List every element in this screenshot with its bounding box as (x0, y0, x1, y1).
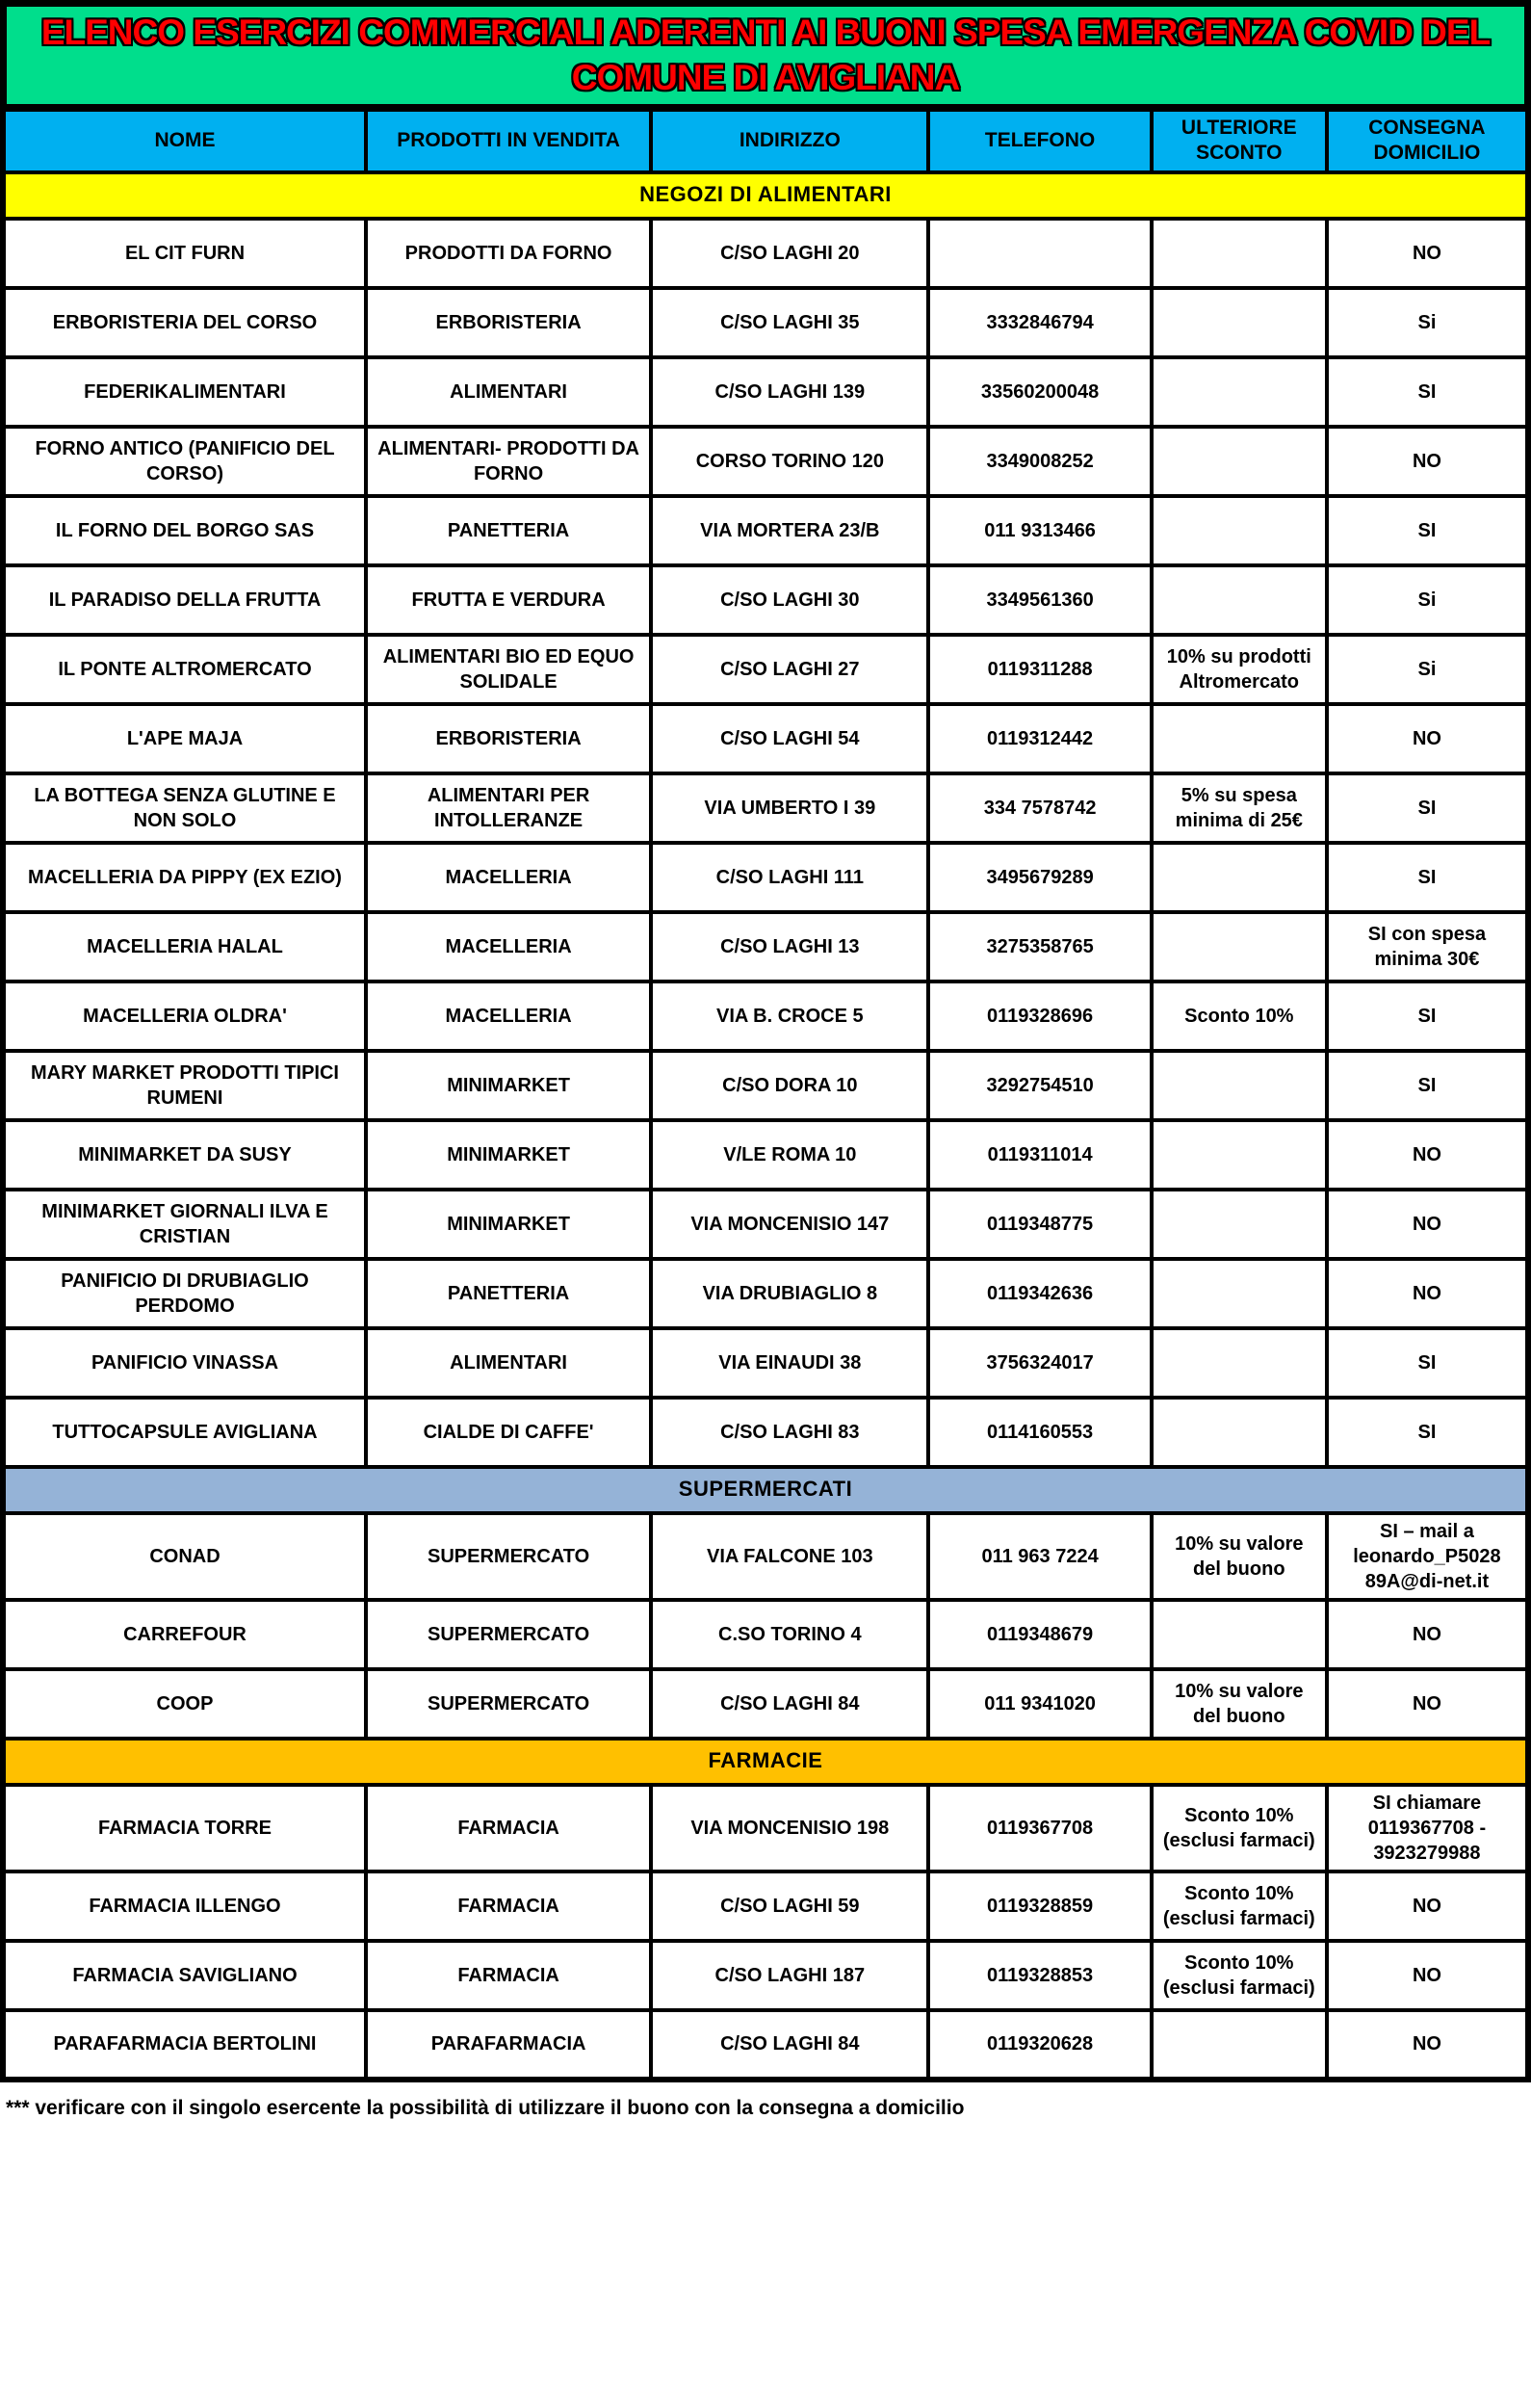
cell-nome: COOP (3, 1669, 366, 1739)
table-row (3, 773, 1528, 843)
cell-consegna: SI (1327, 1328, 1528, 1398)
cell-prodotti: FRUTTA E VERDURA (366, 565, 651, 635)
cell-telefono: 011 9341020 (928, 1669, 1151, 1739)
table-row (3, 1871, 1528, 1941)
cell-indirizzo: C/SO LAGHI 83 (651, 1398, 928, 1467)
table-row (3, 912, 1528, 982)
cell-consegna: SI (1327, 496, 1528, 565)
cell-prodotti: FARMACIA (366, 1941, 651, 2010)
cell-nome: MACELLERIA HALAL (3, 912, 366, 982)
table-row (3, 704, 1528, 773)
cell-consegna: Si (1327, 635, 1528, 704)
column-header-telefono: TELEFONO (928, 110, 1151, 172)
cell-prodotti: ALIMENTARI (366, 357, 651, 427)
table-row (3, 1328, 1528, 1398)
cell-sconto: Sconto 10% (esclusi farmaci) (1152, 1871, 1327, 1941)
cell-indirizzo: C/SO LAGHI 54 (651, 704, 928, 773)
cell-indirizzo: C/SO LAGHI 13 (651, 912, 928, 982)
cell-prodotti: PANETTERIA (366, 496, 651, 565)
title-line-2: COMUNE DI AVIGLIANA (571, 58, 960, 98)
title-line-1: ELENCO ESERCIZI COMMERCIALI ADERENTI AI BUONI SPESA EMERGENZA COVID DEL (40, 12, 1491, 52)
cell-consegna: SI con spesa minima 30€ (1327, 912, 1528, 982)
table-row (3, 1190, 1528, 1259)
cell-consegna: NO (1327, 1941, 1528, 2010)
table-row (3, 982, 1528, 1051)
cell-sconto (1152, 1259, 1327, 1328)
table-row (3, 2010, 1528, 2080)
cell-consegna: NO (1327, 427, 1528, 496)
cell-indirizzo: C/SO LAGHI 139 (651, 357, 928, 427)
cell-sconto (1152, 1051, 1327, 1120)
cell-sconto: 10% su prodotti Altromercato (1152, 635, 1327, 704)
column-header-prodotti: PRODOTTI IN VENDITA (366, 110, 651, 172)
cell-consegna: NO (1327, 219, 1528, 288)
cell-consegna: SI (1327, 982, 1528, 1051)
cell-indirizzo: VIA B. CROCE 5 (651, 982, 928, 1051)
cell-telefono: 33560200048 (928, 357, 1151, 427)
cell-sconto (1152, 1600, 1327, 1669)
cell-sconto: 10% su valore del buono (1152, 1669, 1327, 1739)
cell-sconto (1152, 912, 1327, 982)
cell-sconto: 5% su spesa minima di 25€ (1152, 773, 1327, 843)
cell-sconto (1152, 843, 1327, 912)
table-row (3, 427, 1528, 496)
cell-consegna: Si (1327, 565, 1528, 635)
cell-sconto (1152, 219, 1327, 288)
table-row (3, 496, 1528, 565)
cell-sconto (1152, 704, 1327, 773)
cell-indirizzo: VIA MORTERA 23/B (651, 496, 928, 565)
table-row (3, 1941, 1528, 2010)
cell-consegna: NO (1327, 1669, 1528, 1739)
cell-consegna: SI (1327, 1051, 1528, 1120)
cell-indirizzo: C/SO LAGHI 30 (651, 565, 928, 635)
cell-telefono: 3332846794 (928, 288, 1151, 357)
cell-consegna: NO (1327, 1120, 1528, 1190)
cell-telefono: 011 9313466 (928, 496, 1151, 565)
cell-indirizzo: VIA FALCONE 103 (651, 1513, 928, 1600)
cell-prodotti: ALIMENTARI PER INTOLLERANZE (366, 773, 651, 843)
cell-nome: FORNO ANTICO (PANIFICIO DEL CORSO) (3, 427, 366, 496)
merchants-table (0, 108, 1531, 2082)
cell-indirizzo: C/SO LAGHI 59 (651, 1871, 928, 1941)
cell-prodotti: CIALDE DI CAFFE' (366, 1398, 651, 1467)
cell-nome: PANIFICIO DI DRUBIAGLIO PERDOMO (3, 1259, 366, 1328)
cell-nome: MARY MARKET PRODOTTI TIPICI RUMENI (3, 1051, 366, 1120)
cell-consegna: NO (1327, 1259, 1528, 1328)
cell-prodotti: MACELLERIA (366, 843, 651, 912)
table-row (3, 843, 1528, 912)
cell-sconto (1152, 565, 1327, 635)
cell-telefono: 0119328859 (928, 1871, 1151, 1941)
cell-prodotti: MACELLERIA (366, 912, 651, 982)
cell-consegna: SI (1327, 1398, 1528, 1467)
cell-prodotti: MINIMARKET (366, 1120, 651, 1190)
cell-prodotti: FARMACIA (366, 1871, 651, 1941)
cell-indirizzo: V/LE ROMA 10 (651, 1120, 928, 1190)
cell-prodotti: ALIMENTARI (366, 1328, 651, 1398)
cell-indirizzo: C/SO LAGHI 187 (651, 1941, 928, 2010)
table-row (3, 565, 1528, 635)
cell-indirizzo: VIA MONCENISIO 147 (651, 1190, 928, 1259)
cell-nome: MINIMARKET DA SUSY (3, 1120, 366, 1190)
column-header-sconto: ULTERIORE SCONTO (1152, 110, 1327, 172)
cell-consegna: NO (1327, 1190, 1528, 1259)
cell-sconto (1152, 427, 1327, 496)
cell-nome: CONAD (3, 1513, 366, 1600)
cell-consegna: NO (1327, 2010, 1528, 2080)
cell-telefono: 334 7578742 (928, 773, 1151, 843)
cell-sconto (1152, 1190, 1327, 1259)
cell-consegna: NO (1327, 1600, 1528, 1669)
table-row (3, 635, 1528, 704)
section-row-farmacie (3, 1739, 1528, 1785)
cell-nome: ERBORISTERIA DEL CORSO (3, 288, 366, 357)
cell-telefono: 3275358765 (928, 912, 1151, 982)
cell-sconto: Sconto 10% (1152, 982, 1327, 1051)
cell-consegna: SI – mail a leonardo_P5028 89A@di-net.it (1327, 1513, 1528, 1600)
cell-nome: MACELLERIA DA PIPPY (EX EZIO) (3, 843, 366, 912)
cell-prodotti: ALIMENTARI- PRODOTTI DA FORNO (366, 427, 651, 496)
cell-telefono: 0119311288 (928, 635, 1151, 704)
cell-telefono: 0119342636 (928, 1259, 1151, 1328)
section-header-supermercati: SUPERMERCATI (3, 1467, 1528, 1513)
table-row (3, 288, 1528, 357)
cell-nome: FARMACIA SAVIGLIANO (3, 1941, 366, 2010)
cell-telefono: 3756324017 (928, 1328, 1151, 1398)
cell-sconto: Sconto 10% (esclusi farmaci) (1152, 1785, 1327, 1871)
cell-consegna: SI (1327, 843, 1528, 912)
cell-sconto (1152, 288, 1327, 357)
cell-nome: FEDERIKALIMENTARI (3, 357, 366, 427)
cell-indirizzo: C/SO LAGHI 84 (651, 2010, 928, 2080)
cell-nome: PANIFICIO VINASSA (3, 1328, 366, 1398)
section-header-negozi-di-alimentari: NEGOZI DI ALIMENTARI (3, 172, 1528, 219)
cell-indirizzo: C/SO LAGHI 35 (651, 288, 928, 357)
cell-indirizzo: VIA MONCENISIO 198 (651, 1785, 928, 1871)
document-title (0, 0, 1531, 108)
table-row (3, 1398, 1528, 1467)
cell-nome: FARMACIA ILLENGO (3, 1871, 366, 1941)
cell-indirizzo: CORSO TORINO 120 (651, 427, 928, 496)
section-header-farmacie: FARMACIE (3, 1739, 1528, 1785)
cell-telefono: 3292754510 (928, 1051, 1151, 1120)
cell-telefono: 3349008252 (928, 427, 1151, 496)
table-row (3, 1600, 1528, 1669)
cell-sconto (1152, 2010, 1327, 2080)
cell-nome: EL CIT FURN (3, 219, 366, 288)
cell-nome: TUTTOCAPSULE AVIGLIANA (3, 1398, 366, 1467)
footer-note: *** verificare con il singolo esercente la possibilità di utilizzare il buono con la consegna a domicilio (6, 2096, 965, 2119)
cell-nome: FARMACIA TORRE (3, 1785, 366, 1871)
cell-nome: L'APE MAJA (3, 704, 366, 773)
cell-telefono: 0119328853 (928, 1941, 1151, 2010)
cell-indirizzo: VIA UMBERTO I 39 (651, 773, 928, 843)
cell-consegna: SI (1327, 773, 1528, 843)
cell-nome: MINIMARKET GIORNALI ILVA E CRISTIAN (3, 1190, 366, 1259)
cell-sconto: 10% su valore del buono (1152, 1513, 1327, 1600)
table-row (3, 219, 1528, 288)
cell-telefono: 0119311014 (928, 1120, 1151, 1190)
cell-sconto (1152, 1120, 1327, 1190)
cell-sconto (1152, 357, 1327, 427)
cell-telefono: 0119328696 (928, 982, 1151, 1051)
cell-indirizzo: C/SO LAGHI 27 (651, 635, 928, 704)
cell-indirizzo: C/SO LAGHI 20 (651, 219, 928, 288)
cell-prodotti: SUPERMERCATO (366, 1600, 651, 1669)
cell-nome: IL PARADISO DELLA FRUTTA (3, 565, 366, 635)
cell-prodotti: MINIMARKET (366, 1051, 651, 1120)
cell-indirizzo: VIA EINAUDI 38 (651, 1328, 928, 1398)
table-row (3, 1513, 1528, 1600)
cell-indirizzo: VIA DRUBIAGLIO 8 (651, 1259, 928, 1328)
cell-prodotti: MACELLERIA (366, 982, 651, 1051)
cell-indirizzo: C/SO DORA 10 (651, 1051, 928, 1120)
cell-telefono: 0119348775 (928, 1190, 1151, 1259)
column-header-indirizzo: INDIRIZZO (651, 110, 928, 172)
cell-prodotti: PARAFARMACIA (366, 2010, 651, 2080)
cell-nome: CARREFOUR (3, 1600, 366, 1669)
cell-nome: LA BOTTEGA SENZA GLUTINE E NON SOLO (3, 773, 366, 843)
cell-indirizzo: C/SO LAGHI 111 (651, 843, 928, 912)
table-row (3, 357, 1528, 427)
cell-telefono: 0119320628 (928, 2010, 1151, 2080)
table-row (3, 1259, 1528, 1328)
cell-indirizzo: C.SO TORINO 4 (651, 1600, 928, 1669)
cell-sconto: Sconto 10% (esclusi farmaci) (1152, 1941, 1327, 2010)
cell-sconto (1152, 1398, 1327, 1467)
cell-prodotti: ALIMENTARI BIO ED EQUO SOLIDALE (366, 635, 651, 704)
column-header-consegna: CONSEGNA DOMICILIO (1327, 110, 1528, 172)
cell-prodotti: SUPERMERCATO (366, 1513, 651, 1600)
cell-nome: PARAFARMACIA BERTOLINI (3, 2010, 366, 2080)
column-header-row (3, 110, 1528, 172)
section-row-negozi-di-alimentari (3, 172, 1528, 219)
cell-consegna: NO (1327, 1871, 1528, 1941)
cell-consegna: SI (1327, 357, 1528, 427)
section-row-supermercati (3, 1467, 1528, 1513)
cell-telefono: 0119348679 (928, 1600, 1151, 1669)
cell-prodotti: PRODOTTI DA FORNO (366, 219, 651, 288)
cell-prodotti: ERBORISTERIA (366, 288, 651, 357)
cell-nome: MACELLERIA OLDRA' (3, 982, 366, 1051)
cell-indirizzo: C/SO LAGHI 84 (651, 1669, 928, 1739)
table-body (3, 172, 1528, 2080)
cell-prodotti: FARMACIA (366, 1785, 651, 1871)
cell-prodotti: ERBORISTERIA (366, 704, 651, 773)
cell-prodotti: PANETTERIA (366, 1259, 651, 1328)
cell-telefono: 3349561360 (928, 565, 1151, 635)
cell-consegna: Si (1327, 288, 1528, 357)
cell-telefono: 011 963 7224 (928, 1513, 1151, 1600)
cell-prodotti: SUPERMERCATO (366, 1669, 651, 1739)
cell-telefono: 0119312442 (928, 704, 1151, 773)
cell-nome: IL PONTE ALTROMERCATO (3, 635, 366, 704)
cell-sconto (1152, 496, 1327, 565)
cell-prodotti: MINIMARKET (366, 1190, 651, 1259)
cell-consegna: NO (1327, 704, 1528, 773)
table-row (3, 1051, 1528, 1120)
cell-consegna: SI chiamare 0119367708 - 3923279988 (1327, 1785, 1528, 1871)
cell-sconto (1152, 1328, 1327, 1398)
table-row (3, 1785, 1528, 1871)
cell-telefono: 0114160553 (928, 1398, 1151, 1467)
cell-telefono: 3495679289 (928, 843, 1151, 912)
table-row (3, 1120, 1528, 1190)
table-row (3, 1669, 1528, 1739)
cell-nome: IL FORNO DEL BORGO SAS (3, 496, 366, 565)
cell-telefono: 0119367708 (928, 1785, 1151, 1871)
cell-telefono (928, 219, 1151, 288)
column-header-nome: NOME (3, 110, 366, 172)
